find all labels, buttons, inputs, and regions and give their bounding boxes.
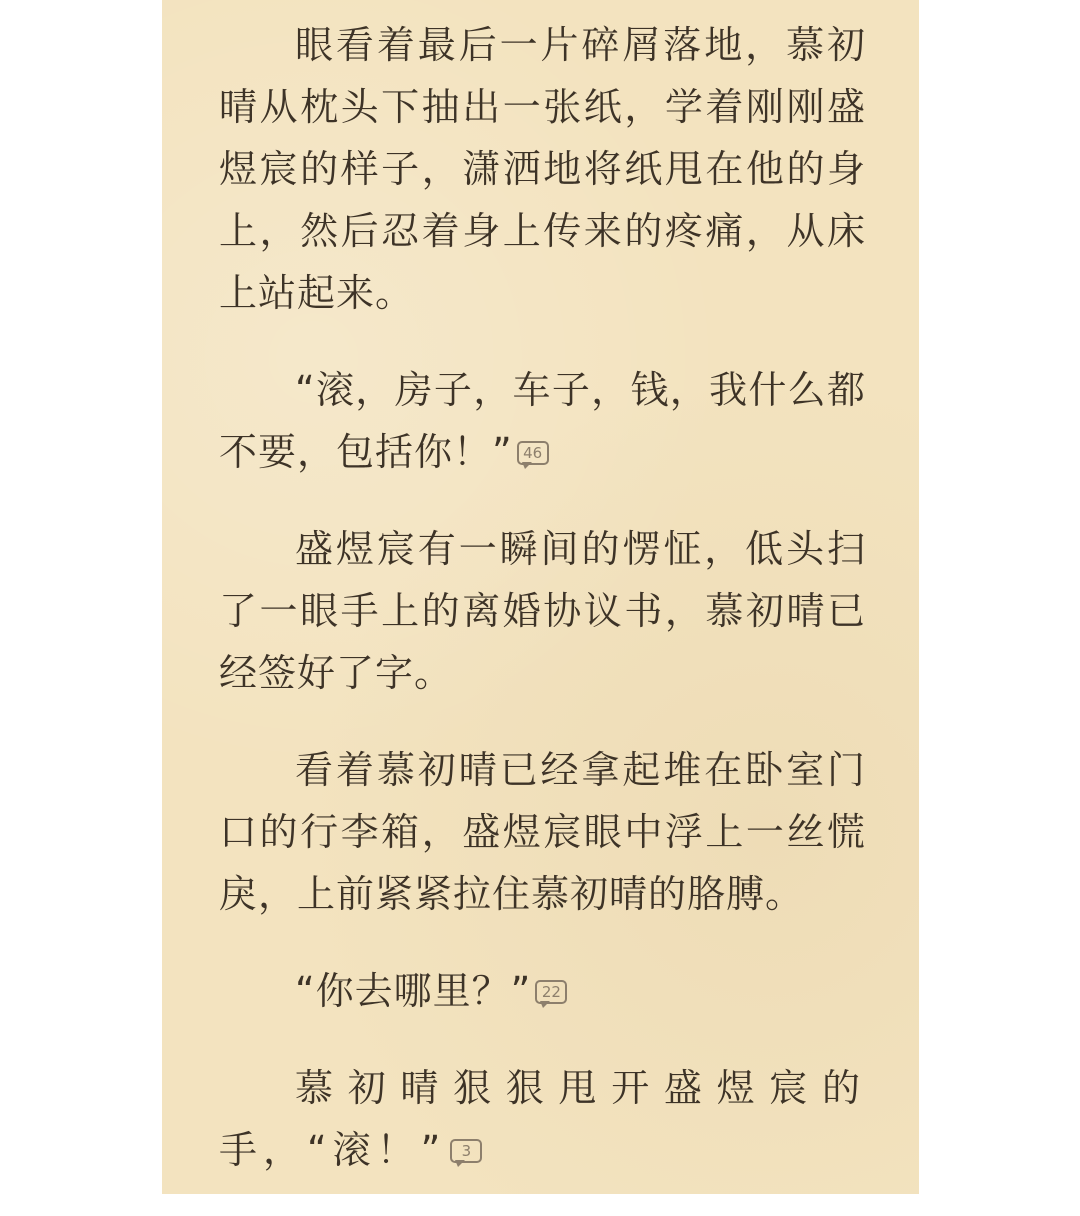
speech-bubble-icon: 22 (535, 980, 567, 1004)
paragraph-2[interactable] (219, 359, 866, 483)
paragraph-text: 盛煜宸有一瞬间的愣怔，低头扫了一眼手上的离婚协议书，慕初晴已经签好了字。 (219, 527, 866, 695)
paragraph-5[interactable] (219, 960, 866, 1022)
paragraph-4[interactable] (219, 739, 866, 925)
paragraph-6[interactable] (219, 1057, 866, 1181)
paragraph-text: “滚，房子，车子，钱，我什么都不要，包括你！” (219, 368, 866, 474)
paragraph-text: 眼看着最后一片碎屑落地，慕初晴从枕头下抽出一张纸，学着刚刚盛煜宸的样子，潇洒地将纸甩在他的身上，然后忍着身上传来的疼痛，从床上站起来。 (219, 23, 866, 315)
paragraph-1[interactable] (219, 14, 866, 324)
chapter-text (219, 14, 866, 1216)
paragraph-text: “你去哪里？” (295, 969, 532, 1013)
paragraph-text: 慕初晴狠狠甩开盛煜宸的手，“滚！” (219, 1066, 866, 1172)
paragraph-3[interactable] (219, 518, 866, 704)
paragraph-text: 看着慕初晴已经拿起堆在卧室门口的行李箱，盛煜宸眼中浮上一丝慌戾，上前紧紧拉住慕初晴的胳膊。 (219, 748, 866, 916)
speech-bubble-icon: 46 (517, 441, 549, 465)
comment-badge[interactable] (517, 441, 551, 469)
reader-page (162, 0, 919, 1194)
speech-bubble-icon: 3 (450, 1139, 482, 1163)
bubble-tail (540, 1001, 550, 1008)
comment-badge[interactable] (535, 980, 569, 1008)
bubble-tail (522, 462, 532, 469)
bubble-tail (455, 1160, 465, 1167)
comment-badge[interactable] (450, 1139, 484, 1167)
